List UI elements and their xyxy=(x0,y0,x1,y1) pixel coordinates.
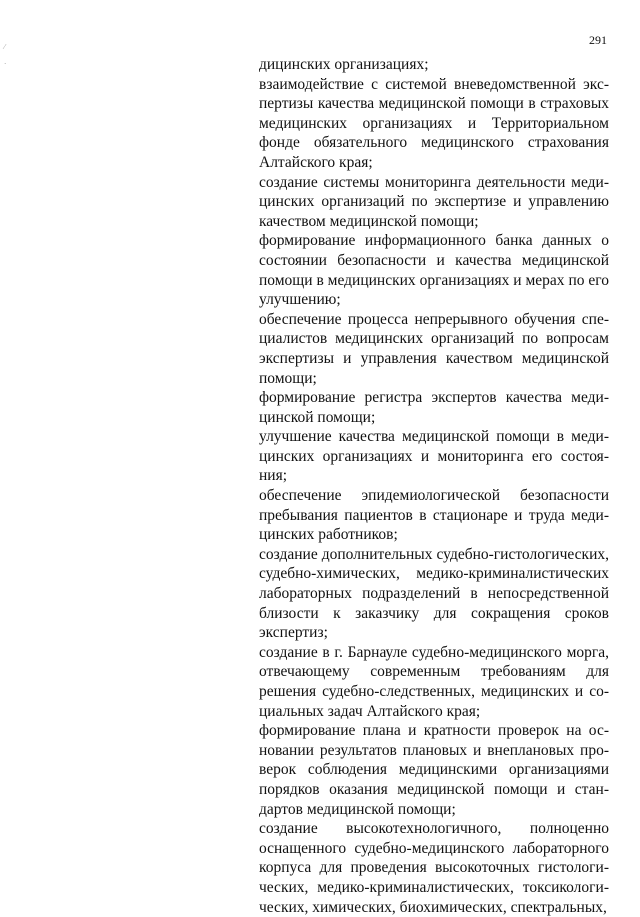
paragraph: создание дополнительных судебно-гистологических, судебно-химических, медико-криминалистических лабораторных подразделений в непосредственной близости к заказчику для сокращения сроков экспертиз; xyxy=(259,545,609,642)
paragraph: взаимодействие с системой вневедомственной экспертизы качества медицинской помощи в страховых медицинских организациях и Территориальном фонде обязательного медицинского страхования Алтайского края; xyxy=(259,75,609,171)
margin-dot-mark: · xyxy=(4,60,7,68)
paragraph: обеспечение процесса непрерывного обучения специалистов медицинских организаций по вопросам экспертизы и управления качеством медицинской помощи; xyxy=(259,310,609,387)
paragraph: создание высокотехнологичного, полноценно оснащенного судебно-медицинского лабораторного корпуса для проведения высокоточных гистологических, медико-криминалистических, токсикологических, химических, биохимических, спектральных, xyxy=(259,820,609,916)
paragraph: создание системы мониторинга деятельности медицинских организаций по экспертизе и управлению качеством медицинской помощи; xyxy=(259,173,609,230)
paragraph: формирование регистра экспертов качества медицинской помощи; xyxy=(259,389,609,426)
paragraph: формирование информационного банка данных о состоянии безопасности и качества медицинской помощи в медицинских организациях и мерах по его улучшению; xyxy=(259,232,609,309)
margin-tick-mark: ⁄ xyxy=(4,43,6,51)
page-number: 291 xyxy=(589,33,607,47)
paragraph: улучшение качества медицинской помощи в медицинских организациях и мониторинга его состояния; xyxy=(259,428,609,485)
paragraph: дицинских организациях; xyxy=(259,56,429,73)
paragraph: обеспечение эпидемиологической безопасности пребывания пациентов в стационаре и труда медицинских работников; xyxy=(259,487,609,544)
paragraph: формирование плана и кратности проверок на основании результатов плановых и внеплановых проверок соблюдения медицинскими организациями порядков оказания медицинской помощи и стандартов медицинской помощи; xyxy=(259,722,609,818)
body-text xyxy=(259,55,609,917)
paragraph: создание в г. Барнауле судебно-медицинского морга, отвечающему современным требованиям для решения судебно-следственных, медицинских и социальных задач Алтайского края; xyxy=(259,643,609,720)
